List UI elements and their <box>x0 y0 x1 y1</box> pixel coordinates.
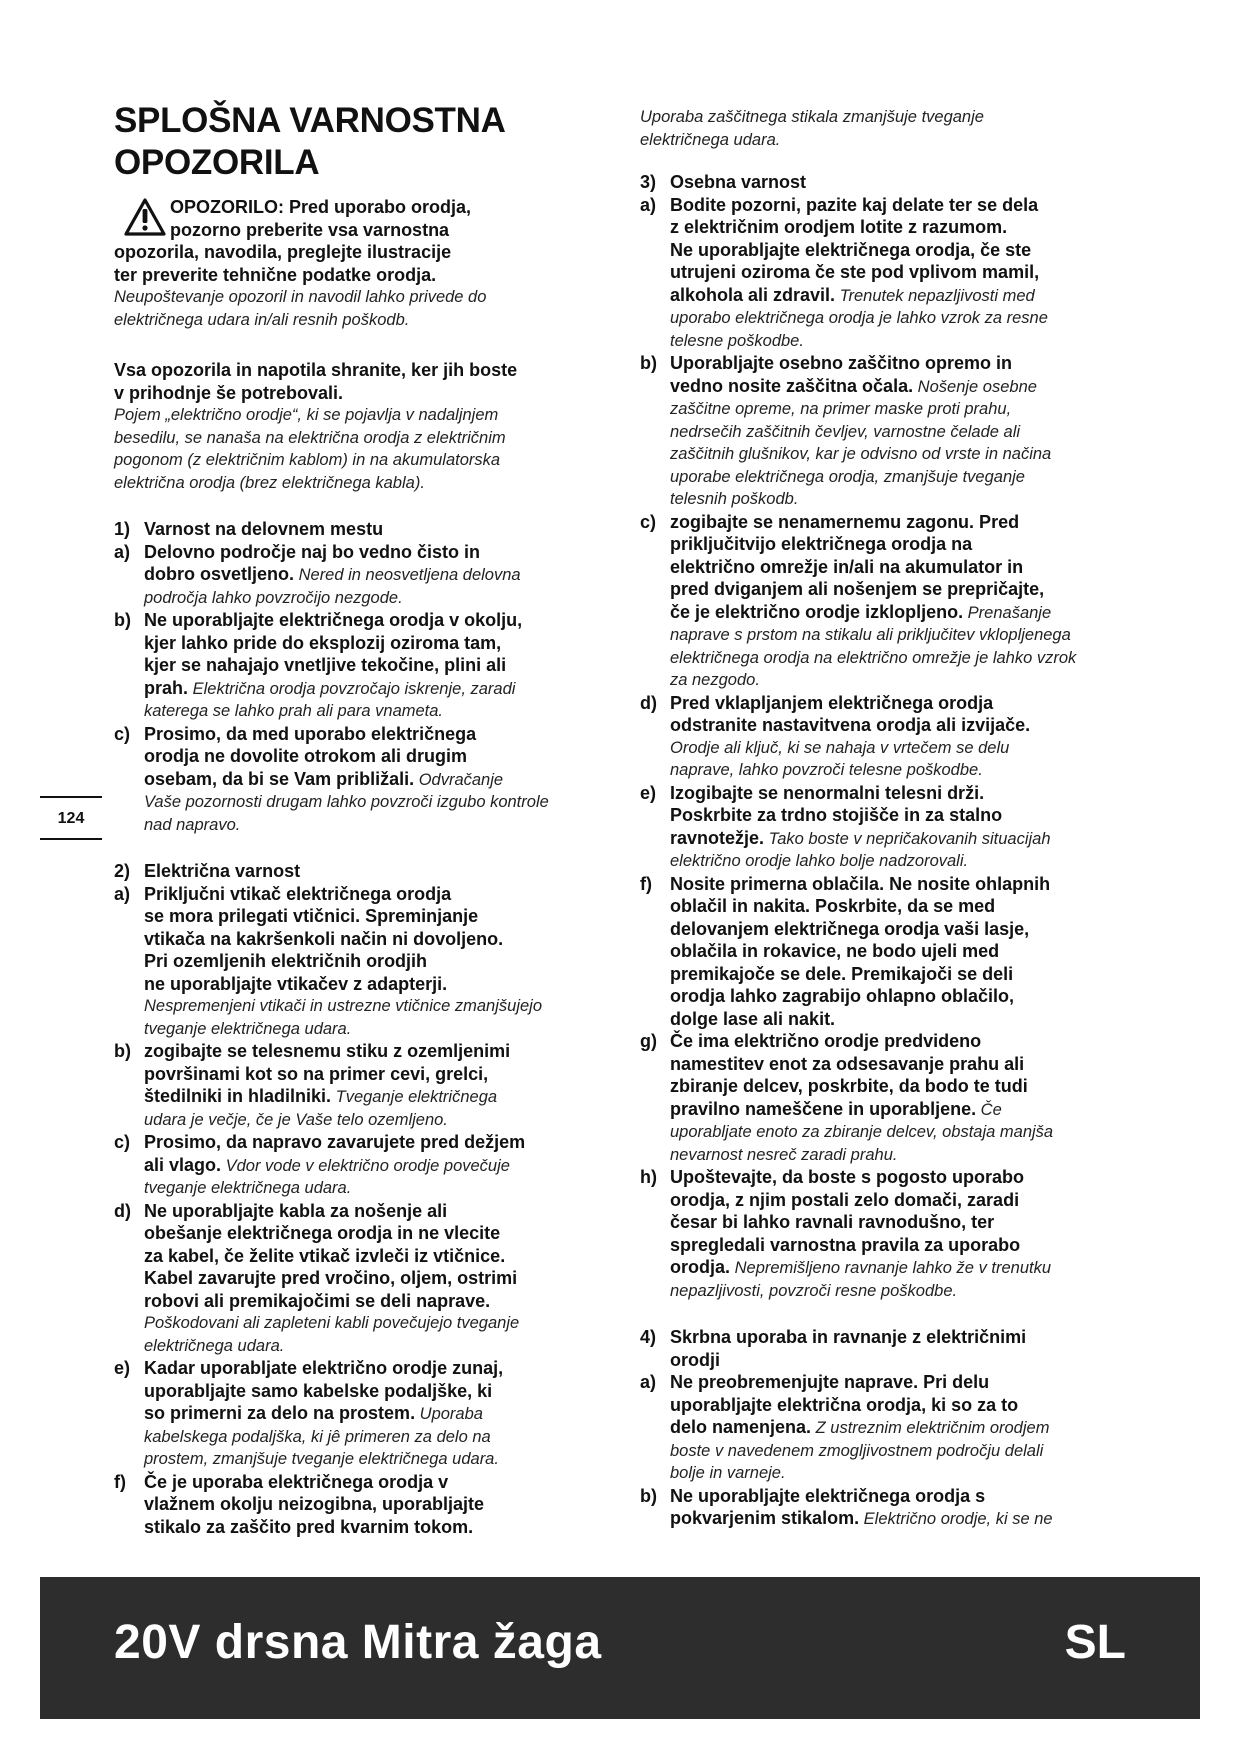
list-item: c) Prosimo, da med uporabo električnega orodja ne dovolite otrokom ali drugim osebam, da bi se Vam približali. Odvračanje Vaše pozornosti drugam lahko povzroči izgubo kontrole nad napravo. <box>114 723 549 834</box>
section-heading: 3) Osebna varnost <box>640 172 807 192</box>
right-column: Uporaba zaščitnega stikala zmanjšuje tveganje električnega udara. 3) Osebna varnost a) Bodite pozorni, pazite kaj delate ter se dela z električnim orodjem lotite z razumom. Ne uporabljajte električnega orodja, če ste utrujeni oziroma če ste pod vplivom mamil, alkohola ali zdravil. Trenutek nepazljivosti med uporabo električnega orodja je lahko vzrok za resne telesne poškodbe. b) Uporabljajte osebno zaščitno opremo in vedno nosite zaščitna očala. Nošenje osebne zaščitne opreme, na primer maske proti prahu, nedrsečih zaščitnih čevljev, varnostne čelade ali zaščitnih glušnikov, kar je odvisno od vrste in načina uporabe električnega orodja, zmanjšuje tveganje telesnih poškodb. c) zogibajte se nenamernemu zagonu. Pred priključitvijo električnega orodja na električno omrežje in/ali na akumulator in pred dviganjem ali nošenjem se prepričajte, če je električno orodje izklopljeno. Prenašanje naprave s prstom na stikalu ali priključitev vklopljenega električnega orodja na električno omrežje je lahko vzrok za nezgodo. d) Pred vklapljanjem električnega orodja odstranite nastavitvena orodja ali izvijače. Orodje ali ključ, ki se nahaja v vrtečem se delu naprave, lahko povzroči telesne poškodbe. e) Izogibajte se nenormalni telesni drži. Poskrbite za trdno stojišče in za stalno ravnotežje. Tako boste v nepričakovanih situacijah električno orodje lahko bolje nadzorovali. f) Nosite primerna oblačila. Ne nosite ohlapnih oblačil in nakita. Poskrbite, da se med delovanjem električnega orodja vaši lasje, oblačila in rokavice, ne bodo ujeli med premikajoče se dele. Premikajoči se deli orodja lahko zagrabijo ohlapno oblačilo, dolge lase ali nakit. g) Če ima električno orodje predvideno namestitev enot za odsesavanje prahu ali zbiranje delcev, poskrbite, da bodo te tudi pravilno nameščene in uporabljene. Če uporabljate enoto za zbiranje delcev, obstaja manjša nevarnost nesreč zaradi prahu. h) Upoštevajte, da boste s pogosto uporabo orodja, z njim postali zelo domači, zaradi česar bi lahko ravnali ravnodušno, ter spregledali varnostna pravila za uporabo orodja. Nepremišljeno ravnanje lahko že v trenutku nepazljivosti, povzroči resne poškodbe. 4) Skrbna uporaba in ravnanje z električnimi orodji a) Ne preobremenjujte naprave. Pri delu uporabljajte električna orodja, ki so za to delo namenjena. Z ustreznim električnim orodjem boste v navedenem zmogljivostnem področju delali bolje in varneje. b) Ne uporabljajte električnega orodja s pokvarjenim stikalom. Električno orodje, ki se ne <box>640 106 1140 1531</box>
section-3 <box>640 171 1140 1302</box>
list-item: a) Priključni vtikač električnega orodja se mora prilegati vtičnici. Spreminjanje vtikača na kakršenkoli način ni dovoljeno. Pri ozemljenih električnih orodjih ne uporabljajte vtikačev z adapterji. Nespremenjeni vtikači in ustrezne vtičnice zmanjšujejo tveganje električnega udara. <box>114 883 543 1038</box>
warning-block: OPOZORILO: Pred uporabo orodja, pozorno preberite vsa varnostna opozorila, navodila, preglejte ilustracije ter preverite tehnične podatke orodja. Neupoštevanje opozoril in navodil lahko privede do električnega udara in/ali resnih poškodb. <box>114 197 487 329</box>
list-item: g) Če ima električno orodje predvideno namestitev enot za odsesavanje prahu ali zbiranje delcev, poskrbite, da bodo te tudi pravilno nameščene in uporabljene. Če uporabljate enoto za zbiranje delcev, obstaja manjša nevarnost nesreč zaradi prahu. <box>640 1031 1054 1164</box>
product-title: 20V drsna Mitra žaga <box>114 1616 602 1669</box>
list-item: f) Nosite primerna oblačila. Ne nosite ohlapnih oblačil in nakita. Poskrbite, da se med delovanjem električnega orodja vaši lasje, oblačila in rokavice, ne bodo ujeli med premikajoče se dele. Premikajoči se deli orodja lahko zagrabijo ohlapno oblačilo, dolge lase ali nakit. <box>640 873 1051 1029</box>
list-item: a) Bodite pozorni, pazite kaj delate ter se dela z električnim orodjem lotite z razumom. Ne uporabljajte električnega orodja, če ste utrujeni oziroma če ste pod vplivom mamil, alkohola ali zdravil. Trenutek nepazljivosti med uporabo električnega orodja je lahko vzrok za resne telesne poškodbe. <box>640 194 1048 350</box>
warning-triangle-icon <box>124 198 166 236</box>
list-item: a) Delovno področje naj bo vedno čisto in dobro osvetljeno. Nered in neosvetljena delovna področja lahko povzročijo nezgode. <box>114 541 521 607</box>
list-item: f) Če je uporaba električnega orodja v vlažnem okolju neizogibna, uporabljajte stikalo za zaščito pred kvarnim tokom. <box>114 1471 485 1537</box>
list-item: b) Uporabljajte osebno zaščitno opremo in vedno nosite zaščitna očala. Nošenje osebne zaščitne opreme, na primer maske proti prahu, nedrsečih zaščitnih čevljev, varnostne čelade ali zaščitnih glušnikov, kar je odvisno od vrste in načina uporabe električnega orodja, zmanjšuje tveganje telesnih poškodb. <box>640 353 1052 508</box>
section-2 <box>114 860 614 1538</box>
section-1 <box>114 518 614 836</box>
keep-instructions: Vsa opozorila in napotila shranite, ker jih boste v prihodnje še potrebovali. Pojem „električno orodje“, ki se pojavlja v nadaljnjem besedilu, se nanaša na električna orodja z električnim pogonom (z električnim kablom) in na akumulatorska električna orodja (brez električnega kabla). <box>114 360 518 492</box>
page-number-block <box>40 796 102 840</box>
list-item: e) Kadar uporabljate električno orodje zunaj, uporabljajte samo kabelske podaljške, ki so primerni za delo na prostem. Uporaba kabelskega podaljška, ki jê primeren za delo na prostem, zmanjšuje tveganje električnega udara. <box>114 1358 504 1468</box>
list-item: a) Ne preobremenjujte naprave. Pri delu uporabljajte električna orodja, ki so za to delo namenjena. Z ustreznim električnim orodjem boste v navedenem zmogljivostnem področju delali bolje in varneje. <box>640 1372 1050 1482</box>
list-item: h) Upoštevajte, da boste s pogosto uporabo orodja, z njim postali zelo domači, zaradi česar bi lahko ravnali ravnodušno, ter spregledali varnostna pravila za uporabo orodja. Nepremišljeno ravnanje lahko že v trenutku nepazljivosti, povzroči resne poškodbe. <box>640 1167 1052 1300</box>
section-heading: 2) Električna varnost <box>114 861 301 881</box>
page-title: SPLOŠNA VARNOSTNA OPOZORILA <box>114 101 506 182</box>
list-item: d) Pred vklapljanjem električnega orodja odstranite nastavitvena orodja ali izvijače. Orodje ali ključ, ki se nahaja v vrtečem se delu naprave, lahko povzroči telesne poškodbe. <box>640 692 1031 779</box>
list-item: b) zogibajte se telesnemu stiku z ozemljenimi površinami kot so na primer cevi, grelci, štedilniki in hladilniki. Tveganje električnega udara je večje, če je Vaše telo ozemljeno. <box>114 1041 511 1129</box>
list-item: c) zogibajte se nenamernemu zagonu. Pred priključitvijo električnega orodja na električno omrežje in/ali na akumulator in pred dviganjem ali nošenjem se prepričajte, če je električno orodje izklopljeno. Prenašanje naprave s prstom na stikalu ali priključitev vklopljenega električnega orodja na električno omrežje je lahko vzrok za nezgodo. <box>640 511 1077 689</box>
list-item: b) Ne uporabljajte električnega orodja v okolju, kjer lahko pride do eksplozij oziroma tam, kjer se nahajajo vnetljive tekočine, plini ali prah. Električna orodja povzročajo iskrenje, zaradi katerega se lahko prah ali para vnameta. <box>114 610 523 720</box>
section-heading: 1) Varnost na delovnem mestu <box>114 519 384 539</box>
divider <box>40 838 102 840</box>
language-code: SL <box>1064 1616 1126 1669</box>
list-item: e) Izogibajte se nenormalni telesni drži. Poskrbite za trdno stojišče in za stalno ravnotežje. Tako boste v nepričakovanih situacijah električno orodje lahko bolje nadzorovali. <box>640 782 1051 870</box>
page-number: 124 <box>57 810 85 827</box>
section-heading: 4) Skrbna uporaba in ravnanje z električnimi <box>640 1327 1027 1347</box>
list-item: b) Ne uporabljajte električnega orodja s pokvarjenim stikalom. Električno orodje, ki se ne <box>640 1485 1053 1528</box>
footer-bar <box>40 1577 1200 1719</box>
left-column <box>114 100 614 1538</box>
section-4: 4) Skrbna uporaba in ravnanje z električnimi orodji a) Ne preobremenjujte naprave. Pri delu uporabljajte električna orodja, ki so za to delo namenjena. Z ustreznim električnim orodjem boste v navedenem zmogljivostnem področju delali bolje in varneje. b) Ne uporabljajte električnega orodja s pokvarjenim stikalom. Električno orodje, ki se ne <box>640 1326 1140 1531</box>
list-item: d) Ne uporabljajte kabla za nošenje ali obešanje električnega orodja in ne vlecite za kabel, če želite vtikač izvleči iz vtičnice. Kabel zavarujte pred vročino, oljem, ostrimi robovi ali premikajočimi se deli naprave. Poškodovani ali zapleteni kabli povečujejo tveganje električnega udara. <box>114 1200 520 1355</box>
list-item: c) Prosimo, da napravo zavarujete pred dežjem ali vlago. Vdor vode v električno orodje povečuje tveganje električnega udara. <box>114 1132 526 1197</box>
